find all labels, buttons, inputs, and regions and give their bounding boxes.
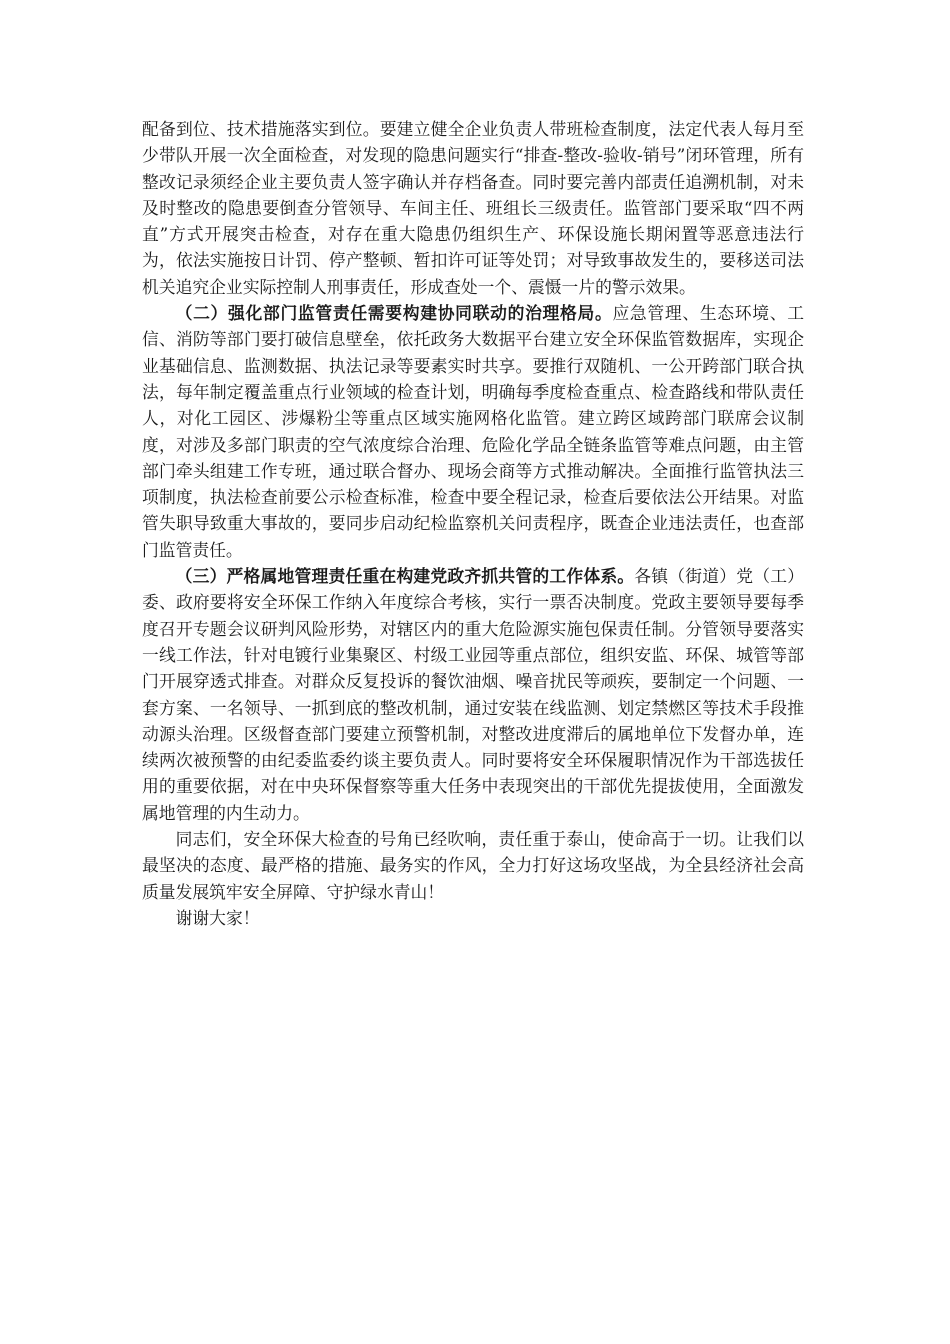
paragraph-continuation xyxy=(142,116,804,300)
paragraph-thanks xyxy=(142,905,804,931)
paragraph-text: 同志们，安全环保大检查的号角已经吹响，责任重于泰山，使命高于一切。让我们以最坚决的态度、最严格的措施、最务实的作风，全力打好这场攻坚战，为全县经济社会高质量发展筑牢安全屏障、守护绿水青山！ xyxy=(142,829,804,902)
paragraph-section-three xyxy=(142,563,804,826)
document-body xyxy=(142,116,804,931)
paragraph-text: 各镇（街道）党（工）委、政府要将安全环保工作纳入年度综合考核，实行一票否决制度。党政主要领导要每季度召开专题会议研判风险形势，对辖区内的重大危险源实施包保责任制。分管领导要落实一线工作法，针对电镀行业集聚区、村级工业园等重点部位，组织安监、环保、城管等部门开展穿透式排查。对群众反复投诉的餐饮油烟、噪音扰民等顽疾，要制定一个问题、一套方案、一名领导、一抓到底的整改机制，通过安装在线监测、划定禁燃区等技术手段推动源头治理。区级督查部门要建立预警机制，对整改进度滞后的属地单位下发督办单，连续两次被预警的由纪委监委约谈主要负责人。同时要将安全环保履职情况作为干部选拔任用的重要依据，对在中央环保督察等重大任务中表现突出的干部优先提拔使用，全面激发属地管理的内生动力。 xyxy=(142,566,804,823)
paragraph-text: 配备到位、技术措施落实到位。要建立健全企业负责人带班检查制度，法定代表人每月至少带队开展一次全面检查，对发现的隐患问题实行“排查-整改-验收-销号”闭环管理，所有整改记录须经企业主要负责人签字确认并存档备查。同时要完善内部责任追溯机制，对未及时整改的隐患要倒查分管领导、车间主任、班组长三级责任。监管部门要采取“四不两直”方式开展突击检查，对存在重大隐患仍组织生产、环保设施长期闲置等恶意违法行为，依法实施按日计罚、停产整顿、暂扣许可证等处罚；对导致事故发生的，要移送司法机关追究企业实际控制人刑事责任，形成查处一个、震慑一片的警示效果。 xyxy=(142,119,804,297)
section-heading: （三）严格属地管理责任重在构建党政齐抓共管的工作体系。 xyxy=(175,566,635,587)
paragraph-closing xyxy=(142,826,804,905)
paragraph-text: 应急管理、生态环境、工信、消防等部门要打破信息壁垒，依托政务大数据平台建立安全环保监管数据库，实现企业基础信息、监测数据、执法记录等要素实时共享。要推行双随机、一公开跨部门联合执法，每年制定覆盖重点行业领域的检查计划，明确每季度检查重点、检查路线和带队责任人，对化工园区、涉爆粉尘等重点区域实施网格化监管。建立跨区域跨部门联席会议制度，对涉及多部门职责的空气浓度综合治理、危险化学品全链条监管等难点问题，由主管部门牵头组建工作专班，通过联合督办、现场会商等方式推动解决。全面推行监管执法三项制度，执法检查前要公示检查标准，检查中要全程记录，检查后要依法公开结果。对监管失职导致重大事故的，要同步启动纪检监察机关问责程序，既查企业违法责任，也查部门监管责任。 xyxy=(142,303,804,560)
section-heading: （二）强化部门监管责任需要构建协同联动的治理格局。 xyxy=(175,303,613,324)
paragraph-section-two xyxy=(142,300,804,563)
paragraph-text: 谢谢大家！ xyxy=(175,907,260,928)
